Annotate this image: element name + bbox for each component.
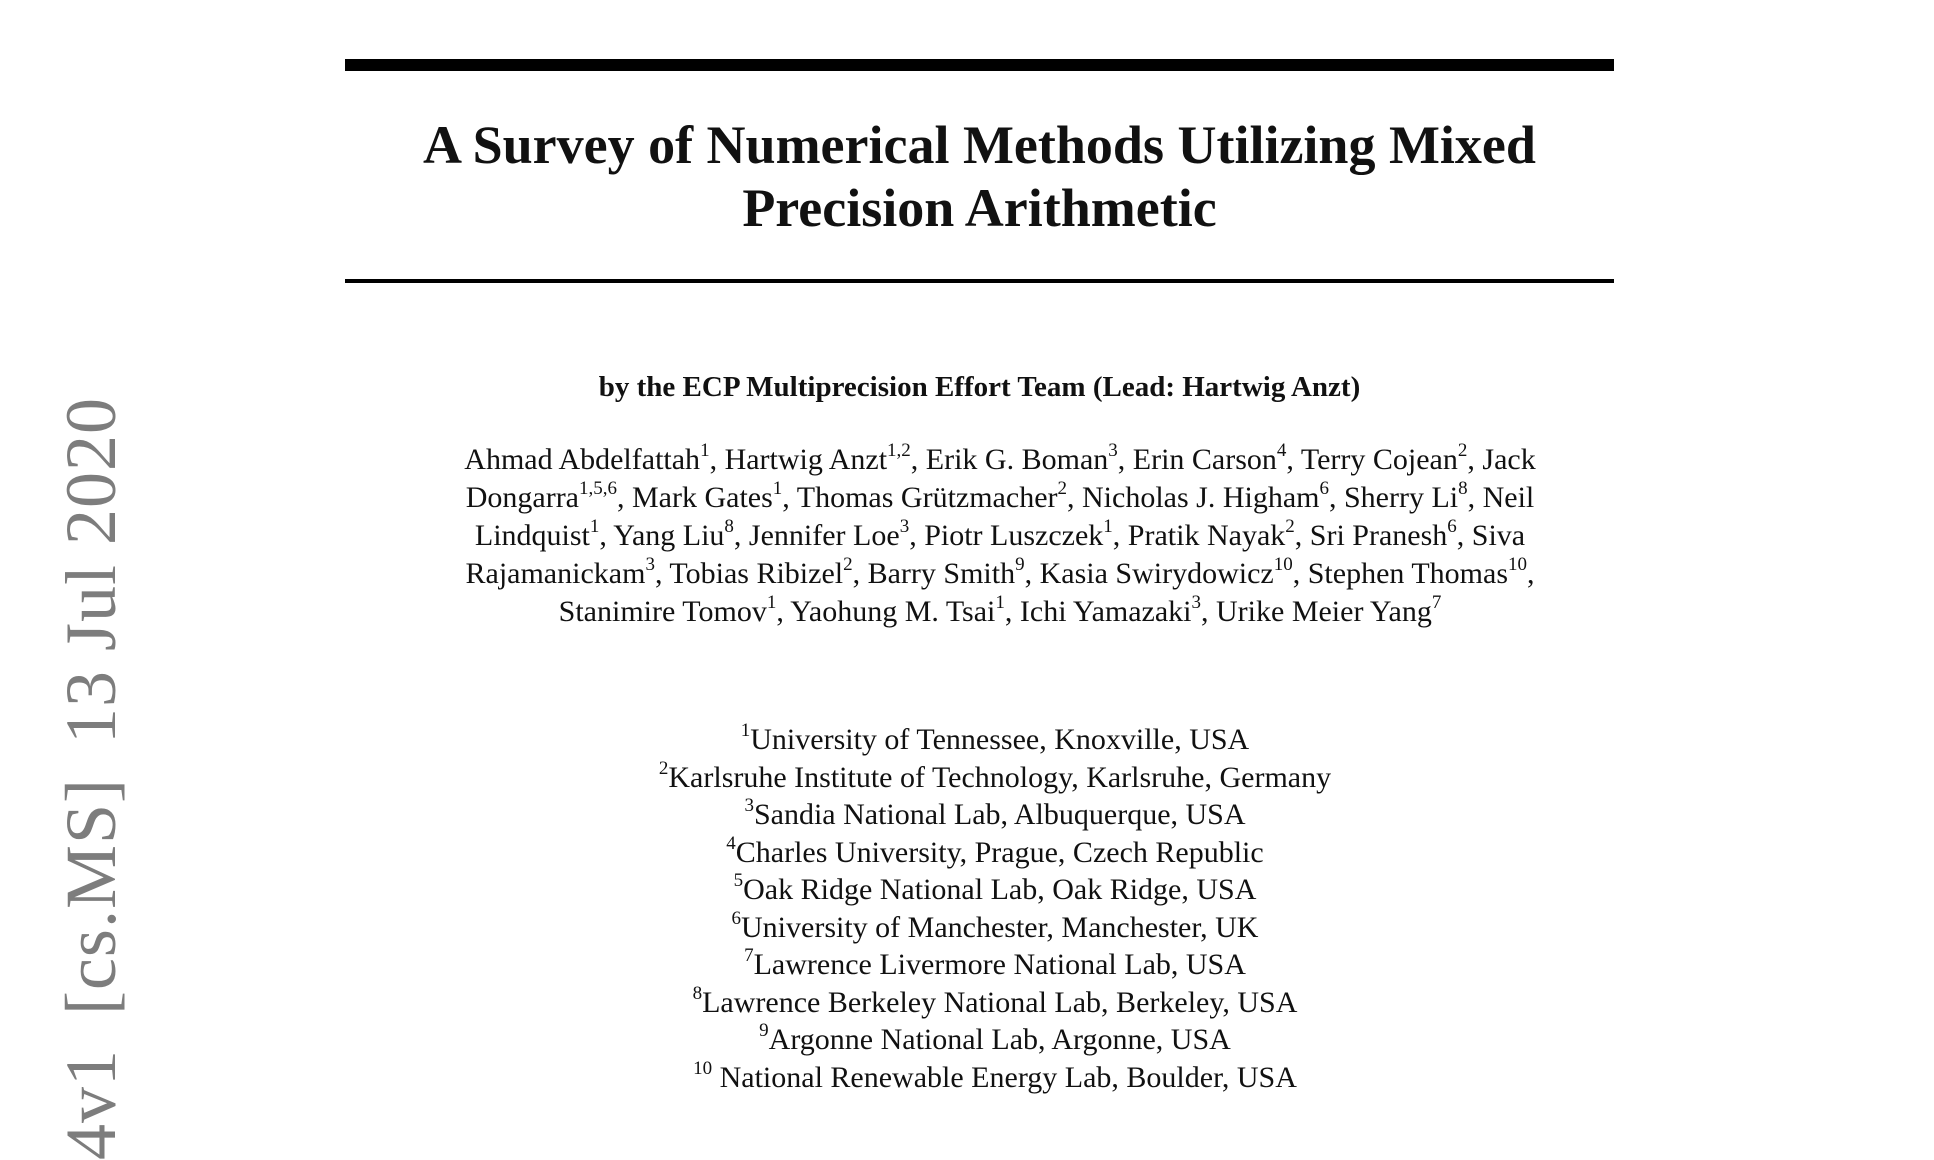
affiliation-text: Lawrence Livermore National Lab, USA: [753, 948, 1246, 981]
affiliation-number: 4: [726, 832, 736, 854]
affiliation-text: National Renewable Energy Lab, Boulder, USA: [712, 1060, 1297, 1094]
author-name: Jack Dongarra: [465, 443, 1536, 514]
author-affiliation-mark: 1: [1103, 516, 1113, 537]
affiliation: [445, 871, 1545, 909]
author-affiliation-mark: 9: [1015, 554, 1025, 575]
author-affiliation-mark: 2: [1457, 440, 1468, 461]
author-affiliation-mark: 1: [995, 592, 1005, 613]
author-affiliation-mark: 7: [1431, 592, 1442, 613]
affiliation: [445, 1021, 1545, 1059]
arxiv-id: 4v1: [51, 1049, 131, 1160]
author: [790, 592, 1005, 628]
author-affiliation-mark: 8: [724, 516, 734, 537]
author-name: Thomas Grützmacher: [796, 481, 1058, 514]
author-affiliation-mark: 3: [1108, 440, 1118, 461]
author-name: Tobias Ribizel: [669, 557, 844, 590]
author-name: Kasia Swirydowicz: [1039, 557, 1274, 590]
author: [925, 440, 1118, 476]
author: [632, 478, 783, 514]
author: [724, 440, 911, 476]
team-byline: by the ECP Multiprecision Effort Team (Lead: Hartwig Anzt): [598, 371, 1361, 403]
author-name: Ahmad Abdelfattah: [464, 443, 701, 476]
author-name: Sri Pranesh: [1309, 519, 1448, 552]
author-name: Stephen Thomas: [1307, 557, 1508, 590]
arxiv-date: 13 Jul 2020: [51, 396, 131, 744]
affiliation-text: Oak Ridge National Lab, Oak Ridge, USA: [743, 873, 1257, 906]
author-name: Ichi Yamazaki: [1019, 595, 1192, 628]
author-name: Erin Carson: [1132, 443, 1277, 476]
author: [669, 554, 853, 590]
author-affiliation-mark: 6: [1319, 478, 1329, 499]
author: [613, 516, 734, 552]
author-name: Terry Cojean: [1300, 443, 1458, 476]
author-affiliation-mark: 3: [1191, 592, 1202, 613]
author: [1082, 478, 1329, 514]
author-name: Urike Meier Yang: [1216, 595, 1432, 628]
title-bottom-rule: [345, 279, 1614, 283]
author-name: Siva Rajamanickam: [465, 519, 1526, 590]
affiliation-text: Lawrence Berkeley National Lab, Berkeley, USA: [702, 985, 1298, 1019]
author: [558, 592, 777, 628]
affiliation: [445, 721, 1545, 759]
affiliation-text: Sandia National Lab, Albuquerque, USA: [753, 798, 1246, 831]
author-list: Ahmad Abdelfattah$^1$, Hartwig Anzt$^{1,2}$, Erik G. Boman$^3$, Erin Carson$^4$, Terry Cojean$^2$, Jack Dongarra$^{1,5,6}$, Mark Gates$^1$, Thomas Grützmacher$^2$, Nicholas J. Higham$^6$, Sherry Li$^8$, Neil Lindquist$^1$, Yang Liu$^8$, Jennifer Loe$^3$, Piotr Luszczek$^1$, Pratik Nayak$^2$, Sri Pranesh$^6$, Siva Rajamanickam$^3$, Tobias Ribizel$^2$, Barry Smith$^9$, Kasia Swirydowicz$^{10}$, Stephen Thomas$^{10}$, Stanimire Tomov$^1$, Yaohung M. Tsai$^1$, Ichi Yamazaki$^3$, Urike Meier Yang$^7$: [464, 440, 1536, 628]
author-affiliation-mark: 10: [1508, 554, 1527, 575]
author-name: Erik G. Boman: [925, 443, 1109, 476]
author-affiliation-mark: 1,5,6: [579, 478, 617, 499]
author: [1343, 478, 1468, 514]
affiliation: [445, 984, 1545, 1022]
author-name: Stanimire Tomov: [558, 595, 767, 628]
affiliation-number: 10: [693, 1057, 713, 1079]
author: [1019, 592, 1202, 628]
author: [1309, 516, 1457, 552]
affiliation-number: 6: [731, 907, 742, 929]
affiliation: [445, 909, 1545, 947]
affiliation-text: University of Manchester, Manchester, UK: [741, 910, 1259, 944]
arxiv-category: [cs.MS]: [51, 778, 131, 1015]
author-affiliation-mark: 1: [772, 478, 783, 499]
author-name: Yang Liu: [613, 519, 725, 552]
author: [464, 440, 710, 476]
author-affiliation-mark: 2: [1285, 516, 1295, 537]
author-affiliation-mark: 1: [589, 516, 600, 537]
author-affiliation-mark: 3: [645, 554, 655, 575]
title-top-rule: [345, 59, 1614, 71]
affiliation-number: 5: [733, 870, 744, 891]
author-name: Sherry Li: [1343, 481, 1459, 514]
author-affiliation-mark: 1: [766, 592, 777, 613]
author: [867, 554, 1025, 590]
affiliation-list: [445, 721, 1545, 1096]
paper-title-line-1: A Survey of Numerical Methods Utilizing Mixed: [423, 115, 1536, 175]
author: [1216, 592, 1442, 628]
author: [1127, 516, 1295, 552]
author-affiliation-mark: 1,2: [887, 440, 911, 461]
author-affiliation-mark: 10: [1273, 554, 1293, 575]
affiliation-text: Karlsruhe Institute of Technology, Karlsruhe, Germany: [668, 760, 1332, 794]
author: [796, 478, 1067, 514]
author-affiliation-mark: 2: [1057, 478, 1067, 499]
affiliation: [445, 834, 1545, 872]
affiliation-text: Charles University, Prague, Czech Republic: [735, 835, 1264, 869]
author: [748, 516, 910, 552]
affiliation-text: University of Tennessee, Knoxville, USA: [750, 723, 1250, 756]
author-name: Barry Smith: [867, 557, 1016, 590]
paper-title: [345, 114, 1614, 240]
author-name: Piotr Luszczek: [924, 519, 1104, 552]
arxiv-sidebar-stamp: [51, 396, 131, 1160]
affiliation: [445, 1059, 1545, 1097]
author: [1300, 440, 1468, 476]
author-affiliation-mark: 6: [1447, 516, 1457, 537]
author-affiliation-mark: 2: [843, 554, 853, 575]
affiliation-number: 1: [740, 720, 751, 741]
author-affiliation-mark: 4: [1276, 440, 1287, 461]
affiliation-number: 8: [692, 982, 703, 1004]
author-name: Yaohung M. Tsai: [790, 595, 996, 628]
author-affiliation-mark: 8: [1458, 478, 1468, 499]
author-name: Hartwig Anzt: [724, 443, 888, 476]
affiliation: [445, 759, 1545, 797]
author: [1132, 440, 1287, 476]
affiliation-number: 3: [744, 795, 754, 816]
author-name: Jennifer Loe: [748, 519, 900, 552]
author-name: Nicholas J. Higham: [1082, 481, 1320, 514]
author-name: Mark Gates: [632, 481, 773, 514]
affiliation: [445, 946, 1545, 984]
affiliation: [445, 796, 1545, 834]
affiliation-number: 2: [658, 757, 669, 779]
author-affiliation-mark: 3: [899, 516, 910, 537]
author: [924, 516, 1113, 552]
author-affiliation-mark: 1: [700, 440, 710, 461]
author-name: Pratik Nayak: [1127, 519, 1286, 552]
paper-title-line-2: Precision Arithmetic: [742, 178, 1217, 238]
author-name: Neil Lindquist: [474, 481, 1535, 552]
affiliation-number: 9: [759, 1020, 769, 1041]
affiliation-text: Argonne National Lab, Argonne, USA: [768, 1023, 1231, 1056]
author: [1307, 554, 1527, 590]
author: [1039, 554, 1293, 590]
affiliation-number: 7: [744, 945, 754, 966]
